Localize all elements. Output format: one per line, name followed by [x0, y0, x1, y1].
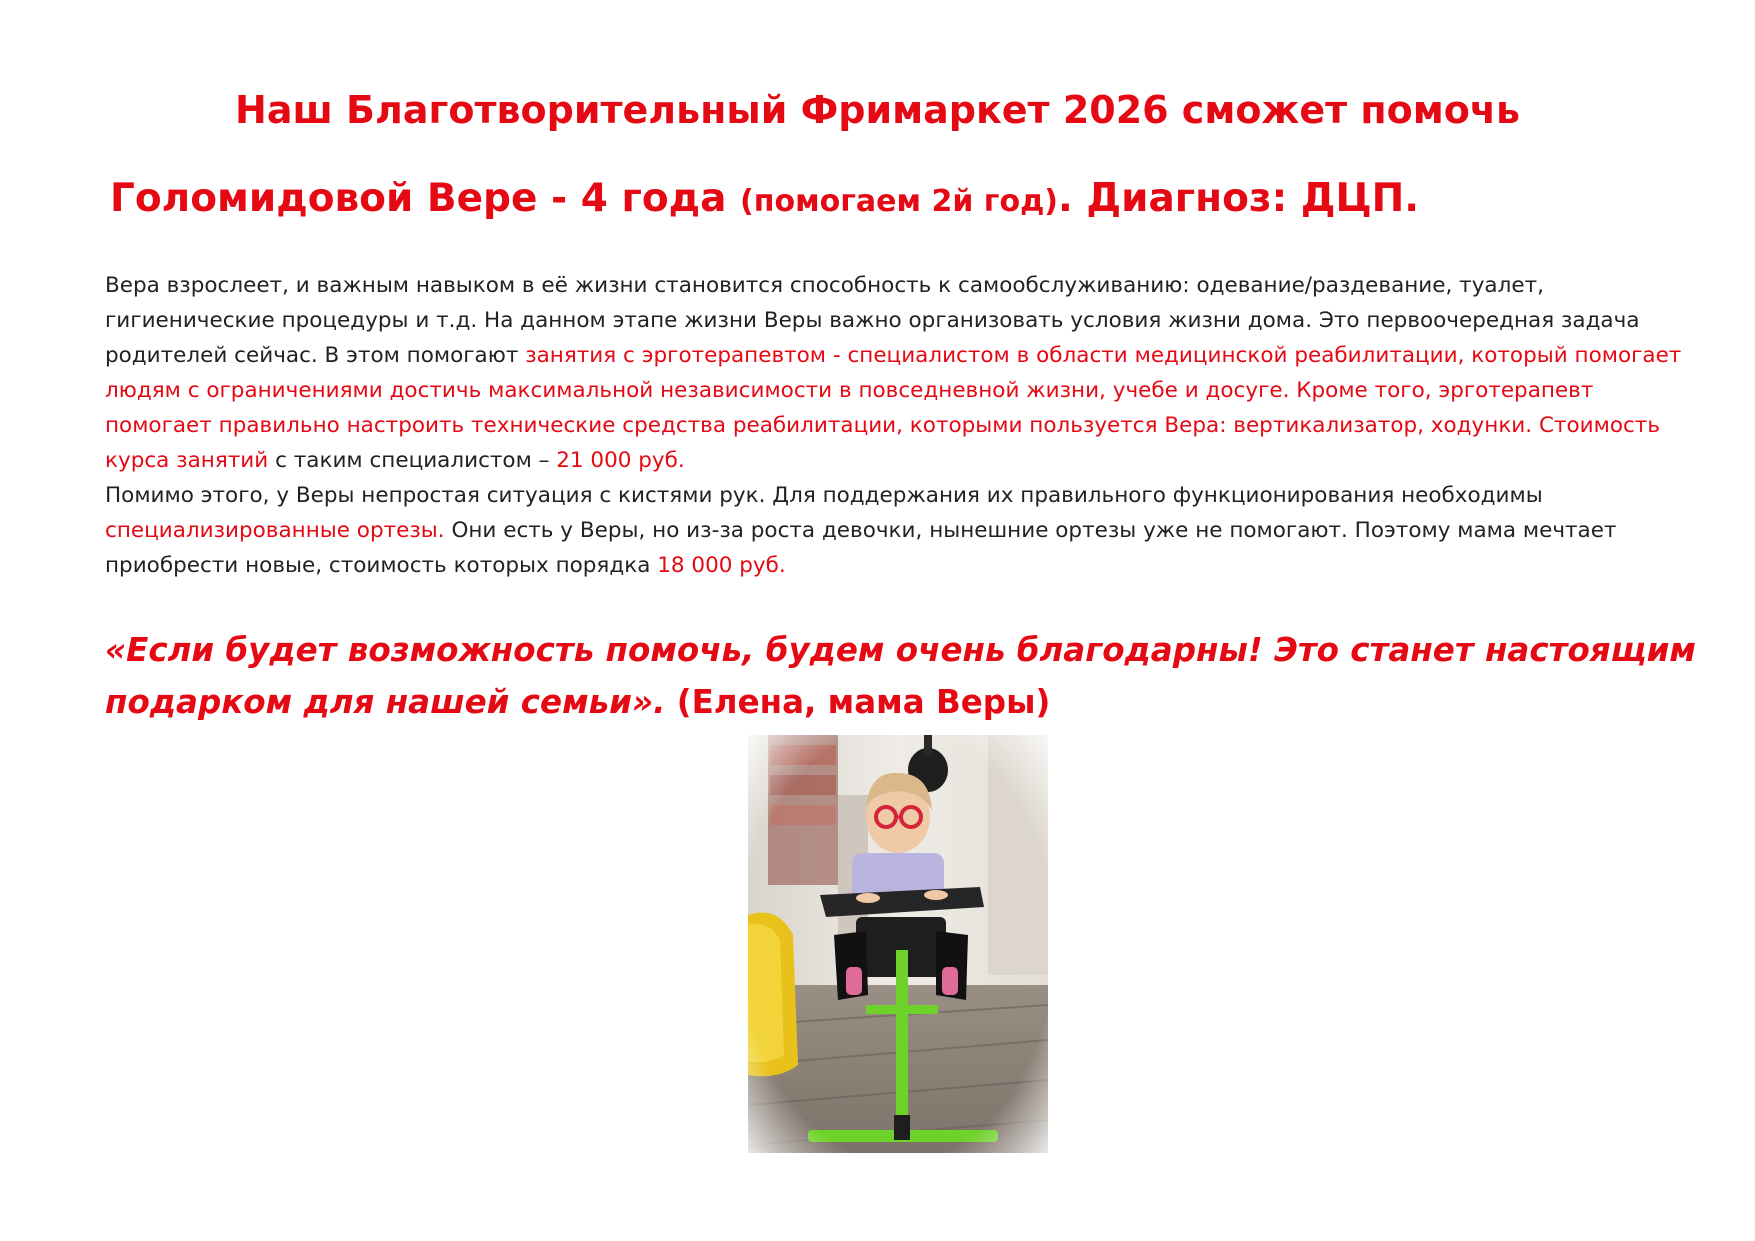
page-title: Наш Благотворительный Фримаркет 2026 сможет помочь — [235, 88, 1520, 132]
subtitle-diagnosis: . Диагноз: ДЦП. — [1058, 176, 1420, 221]
orthoses-cost: 18 000 руб. — [657, 553, 786, 578]
subtitle-note: (помогаем 2й год) — [740, 184, 1059, 219]
paragraph-therapy — [105, 268, 1685, 478]
child-photo — [748, 735, 1048, 1153]
quote-attribution: (Елена, мама Веры) — [665, 683, 1051, 721]
paragraph-orthoses — [105, 478, 1685, 583]
quote-text: «Если будет возможность помочь, будем очень благодарны! Это станет настоящим подарком для нашей семьи». — [105, 631, 1696, 721]
paragraph-orthoses-text-2: Они есть у Веры, но из-за роста девочки, нынешние ортезы уже не помогают. Поэтому мама мечтает приобрести новые, стоимость которых порядка — [105, 518, 1617, 578]
subtitle-name-age: Голомидовой Вере - 4 года — [110, 176, 741, 221]
therapy-cost: 21 000 руб. — [556, 448, 685, 473]
paragraph-therapy-text-2: с таким специалистом – — [268, 448, 557, 473]
child-in-stander-illustration — [748, 735, 1048, 1153]
description-text — [105, 268, 1685, 583]
paragraph-orthoses-text: Помимо этого, у Веры непростая ситуация с кистями рук. Для поддержания их правильного функционирования необходимы — [105, 483, 1543, 508]
orthoses-highlight: специализированные ортезы. — [105, 518, 445, 543]
child-subtitle — [110, 176, 1710, 221]
paragraph-therapy-text: Вера взрослеет, и важным навыком в её жизни становится способность к самообслуживанию: одевание/раздевание, туалет, гигиенические процедуры и т.д. На данном этапе жизни Веры важно организовать условия жизни дома. Это первоочередная задача родителей сейчас. В этом помогают — [105, 273, 1640, 368]
mother-quote — [105, 624, 1705, 728]
therapy-highlight: занятия с эрготерапевтом - специалистом в области медицинской реабилитации, который помогает людям с ограничениями достичь максимальной независимости в повседневной жизни, учебе и досуге. Кроме того, эрготерапевт помогает правильно настроить технические средства реабилитации, которыми пользуется Вера: вертикализатор, ходунки. Стоимость курса занятий — [105, 343, 1682, 473]
